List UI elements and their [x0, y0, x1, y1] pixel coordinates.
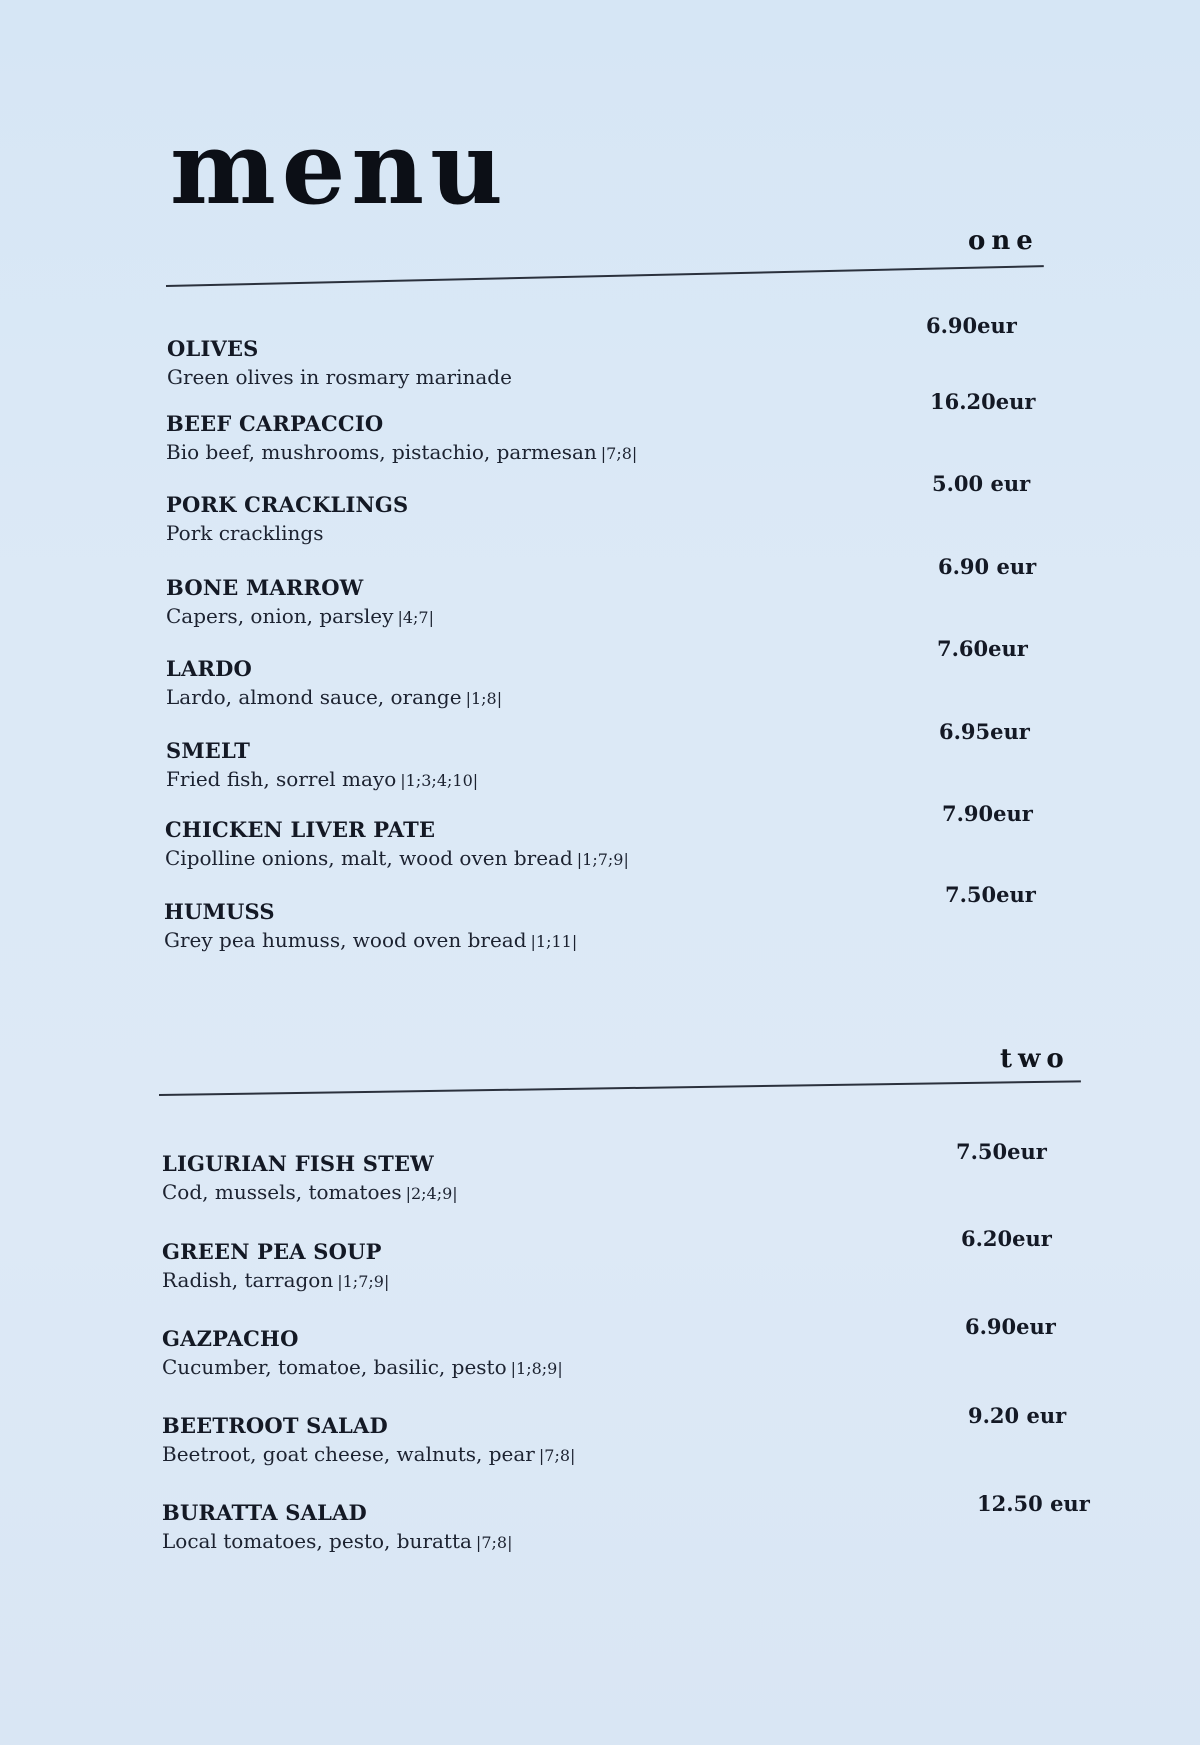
- item-description: [162, 1353, 862, 1383]
- menu-item: [162, 1150, 862, 1208]
- item-name: BONE MARROW: [166, 575, 364, 600]
- item-description-text: Cucumber, tomatoe, basilic, pesto: [162, 1355, 507, 1379]
- item-allergens: |1;7;9|: [576, 850, 629, 869]
- item-name: LIGURIAN FISH STEW: [162, 1151, 434, 1176]
- menu-item: [166, 574, 866, 632]
- item-name: HUMUSS: [164, 899, 275, 924]
- item-description-text: Bio beef, mushrooms, pistachio, parmesan: [166, 440, 597, 464]
- item-price: 6.90eur: [926, 313, 1017, 338]
- item-price: 7.90eur: [942, 801, 1033, 826]
- item-price: 6.20eur: [961, 1226, 1052, 1251]
- menu-item: [166, 737, 866, 795]
- item-description: [166, 438, 866, 468]
- item-price: 16.20eur: [930, 389, 1036, 414]
- item-description: [162, 1178, 862, 1208]
- item-description-text: Cipolline onions, malt, wood oven bread: [165, 846, 573, 870]
- item-description-text: Green olives in rosmary marinade: [167, 365, 512, 389]
- item-description: [166, 519, 866, 547]
- menu-item: [162, 1238, 862, 1296]
- section-label-two: two: [1000, 1044, 1070, 1074]
- item-allergens: |1;3;4;10|: [400, 771, 479, 790]
- item-description: [164, 926, 864, 956]
- item-description-text: Lardo, almond sauce, orange: [166, 685, 462, 709]
- item-allergens: |7;8|: [538, 1446, 576, 1465]
- item-description-text: Capers, onion, parsley: [166, 604, 394, 628]
- menu-item: [166, 655, 866, 713]
- item-name: LARDO: [166, 656, 253, 681]
- item-description: [166, 602, 866, 632]
- item-allergens: |7;8|: [600, 444, 638, 463]
- item-description-text: Cod, mussels, tomatoes: [162, 1180, 402, 1204]
- item-name: SMELT: [166, 738, 251, 763]
- menu-item: [162, 1325, 862, 1383]
- item-price: 6.95eur: [939, 719, 1030, 744]
- item-description: [167, 363, 867, 391]
- item-allergens: |1;11|: [530, 932, 578, 951]
- item-allergens: |1;8;9|: [510, 1359, 563, 1378]
- section-divider-one: [166, 265, 1044, 287]
- item-allergens: |1;7;9|: [337, 1272, 390, 1291]
- item-description-text: Grey pea humuss, wood oven bread: [164, 928, 527, 952]
- item-name: BURATTA SALAD: [162, 1500, 367, 1525]
- item-allergens: |7;8|: [475, 1533, 513, 1552]
- item-description-text: Beetroot, goat cheese, walnuts, pear: [162, 1442, 535, 1466]
- item-description-text: Pork cracklings: [166, 521, 324, 545]
- item-name: PORK CRACKLINGS: [166, 492, 409, 517]
- item-description-text: Fried fish, sorrel mayo: [166, 767, 397, 791]
- menu-item: [165, 816, 865, 874]
- item-price: 7.50eur: [945, 882, 1036, 907]
- item-price: 7.50eur: [956, 1139, 1047, 1164]
- item-price: 6.90 eur: [938, 554, 1037, 579]
- menu-item: [162, 1499, 862, 1557]
- item-allergens: |1;8|: [465, 689, 503, 708]
- menu-item: [164, 898, 864, 956]
- item-price: 5.00 eur: [932, 471, 1031, 496]
- menu-item: [166, 491, 866, 547]
- item-description: [162, 1527, 862, 1557]
- item-description: [166, 765, 866, 795]
- item-price: 9.20 eur: [968, 1403, 1067, 1428]
- item-price: 12.50 eur: [977, 1491, 1090, 1516]
- item-description-text: Radish, tarragon: [162, 1268, 334, 1292]
- item-price: 7.60eur: [937, 636, 1028, 661]
- item-name: BEEF CARPACCIO: [166, 411, 384, 436]
- item-allergens: |4;7|: [397, 608, 434, 627]
- item-name: GREEN PEA SOUP: [162, 1239, 382, 1264]
- menu-item: [162, 1412, 862, 1470]
- item-name: BEETROOT SALAD: [162, 1413, 388, 1438]
- menu-title: menu: [170, 109, 509, 227]
- item-description: [165, 844, 865, 874]
- item-name: GAZPACHO: [162, 1326, 299, 1351]
- item-price: 6.90eur: [965, 1314, 1056, 1339]
- menu-item: [167, 335, 867, 391]
- item-description: [162, 1266, 862, 1296]
- item-description: [166, 683, 866, 713]
- section-divider-two: [159, 1080, 1081, 1096]
- item-allergens: |2;4;9|: [405, 1184, 458, 1203]
- item-description-text: Local tomatoes, pesto, buratta: [162, 1529, 472, 1553]
- item-description: [162, 1440, 862, 1470]
- item-name: OLIVES: [167, 336, 259, 361]
- item-name: CHICKEN LIVER PATE: [165, 817, 436, 842]
- section-label-one: one: [968, 226, 1039, 256]
- menu-item: [166, 410, 866, 468]
